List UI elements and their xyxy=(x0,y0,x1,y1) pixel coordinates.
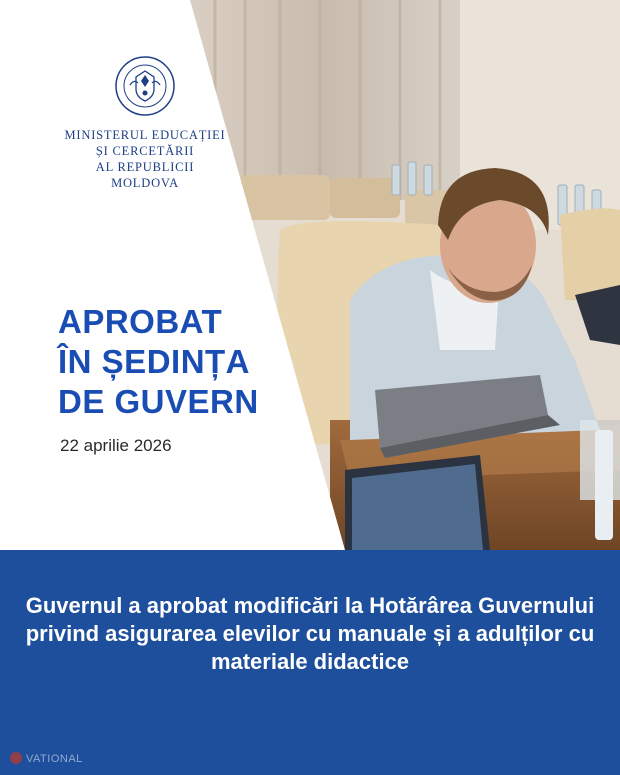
government-seal-icon xyxy=(114,55,176,117)
ministry-line: MINISTERUL EDUCAȚIEI xyxy=(64,128,226,142)
headline-line: APROBAT xyxy=(58,303,223,340)
watermark-text: VATIONAL xyxy=(26,753,83,765)
ministry-line: ȘI CERCETĂRII xyxy=(95,144,195,158)
headline-line: DE GUVERN xyxy=(58,383,259,420)
ministry-logo-block xyxy=(60,55,230,191)
headline xyxy=(58,302,259,422)
banner-text: Guvernul a aprobat modificări la Hotărârea Guvernului privind asigurarea elevilor cu manuale și a adulților cu materiale didactice xyxy=(25,593,595,674)
watermark xyxy=(10,752,83,765)
ministry-line: AL REPUBLICII MOLDOVA xyxy=(95,160,195,190)
watermark-logo-icon xyxy=(10,752,22,764)
date: 22 aprilie 2026 xyxy=(60,436,172,455)
headline-line: ÎN ȘEDINȚA xyxy=(58,343,251,380)
ministry-name xyxy=(60,127,230,191)
